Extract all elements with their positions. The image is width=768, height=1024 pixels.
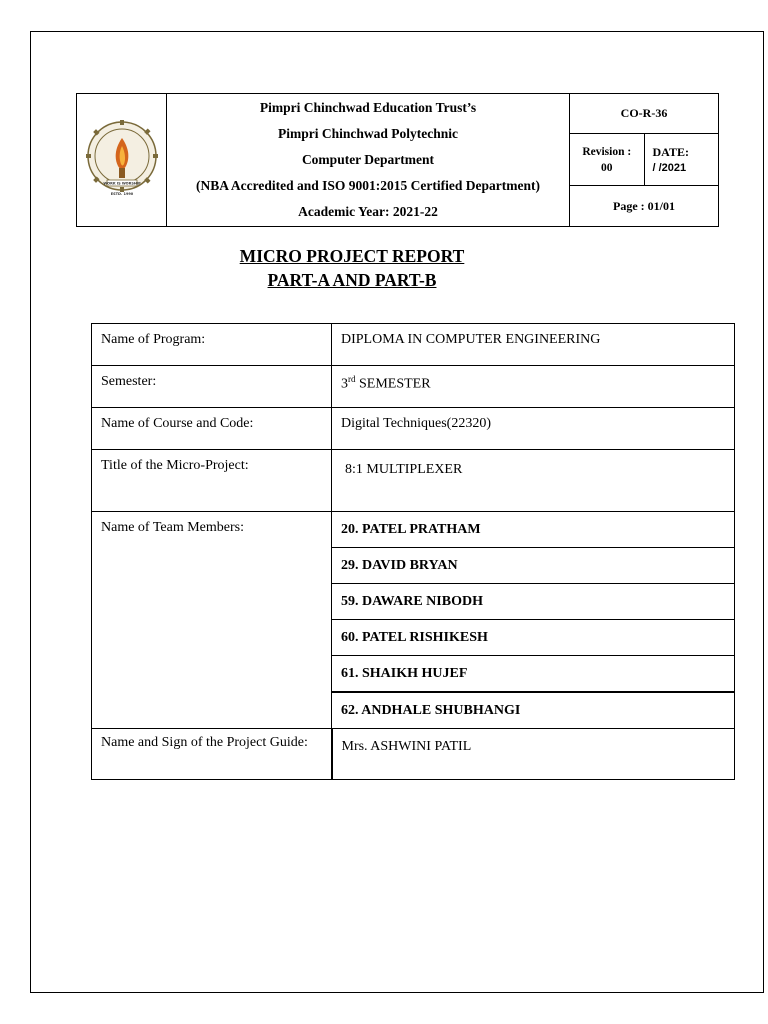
program-value: DIPLOMA IN COMPUTER ENGINEERING [332, 324, 735, 366]
table-row [92, 512, 735, 548]
college-name: Pimpri Chinchwad Polytechnic [277, 126, 458, 141]
accreditation-text: (NBA Accredited and ISO 9001:2015 Certified Department) [196, 178, 540, 193]
date-label: DATE: [652, 144, 689, 159]
revision-value: 00 [601, 161, 613, 174]
date-value: / /2021 [652, 161, 687, 174]
guide-label: Name and Sign of the Project Guide: [92, 729, 332, 780]
svg-text:ESTD. 1990: ESTD. 1990 [110, 191, 133, 196]
report-title: MICRO PROJECT REPORT [239, 246, 465, 266]
college-emblem-icon [82, 118, 162, 198]
revision-cell [570, 134, 645, 186]
team-member: 59. DAWARE NIBODH [332, 584, 735, 620]
team-member: 60. PATEL RISHIKESH [332, 620, 735, 656]
trust-name: Pimpri Chinchwad Education Trust’s [259, 100, 477, 115]
project-title-value: 8:1 MULTIPLEXER [332, 450, 735, 512]
table-row [92, 366, 735, 408]
page-number: Page : 01/01 [570, 186, 719, 227]
semester-text: SEMESTER [355, 376, 431, 392]
program-label: Name of Program: [92, 324, 332, 366]
revision-label: Revision : [582, 145, 632, 158]
table-row [92, 729, 735, 780]
semester-suffix: rd [348, 374, 356, 384]
team-member: 62. ANDHALE SHUBHANGI [332, 692, 735, 729]
course-label: Name of Course and Code: [92, 408, 332, 450]
team-member: 29. DAVID BRYAN [332, 548, 735, 584]
date-cell [644, 134, 719, 186]
logo-cell [77, 94, 167, 227]
table-row [92, 324, 735, 366]
document-code: CO-R-36 [570, 94, 719, 134]
table-row [92, 408, 735, 450]
guide-value: Mrs. ASHWINI PATIL [332, 729, 735, 780]
document-header [76, 93, 719, 227]
semester-number: 3 [341, 376, 348, 392]
table-row [92, 450, 735, 512]
team-member: 20. PATEL PRATHAM [332, 512, 735, 548]
team-label: Name of Team Members: [92, 512, 332, 729]
semester-value [332, 366, 735, 408]
team-member: 61. SHAIKH HUJEF [332, 656, 735, 693]
project-title-label: Title of the Micro-Project: [92, 450, 332, 512]
course-value: Digital Techniques(22320) [332, 408, 735, 450]
svg-text:WORK IS WORSHIP: WORK IS WORSHIP [102, 181, 141, 185]
semester-label: Semester: [92, 366, 332, 408]
department-name: Computer Department [301, 152, 435, 167]
project-info-table [91, 323, 735, 780]
header-institution-block [167, 94, 570, 227]
report-subtitle: PART-A AND PART-B [267, 270, 437, 290]
academic-year: Academic Year: 2021-22 [298, 204, 438, 219]
